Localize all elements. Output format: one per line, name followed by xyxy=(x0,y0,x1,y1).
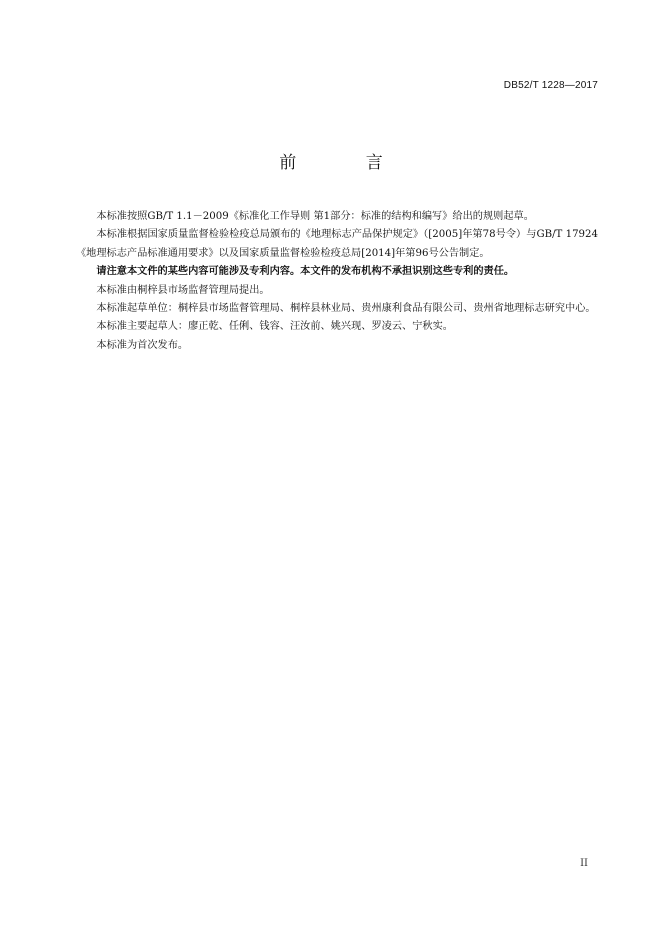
standard-code: DB52/T 1228—2017 xyxy=(503,80,598,91)
paragraph-drafting-units: 本标准起草单位：桐梓县市场监督管理局、桐梓县林业局、贵州康利食品有限公司、贵州省地理标志研究中心。 xyxy=(96,303,596,315)
foreword-body xyxy=(76,208,598,355)
page-number: II xyxy=(580,858,588,869)
paragraph-drafters: 本标准主要起草人：廖正乾、任俐、钱容、汪汝前、姚兴现、罗凌云、宁秋实。 xyxy=(96,321,453,333)
paragraph-proposer: 本标准由桐梓县市场监督管理局提出。 xyxy=(96,284,270,296)
paragraph-first-release: 本标准为首次发布。 xyxy=(96,339,189,351)
paragraph-patent-notice: 请注意本文件的某些内容可能涉及专利内容。本文件的发布机构不承担识别这些专利的责任。 xyxy=(96,266,515,278)
paragraph-basis: 本标准根据国家质量监督检验检疫总局颁布的《地理标志产品保护规定》（[2005]年第78号令）与GB/T 17924《地理标志产品标准通用要求》以及国家质量监督检验检疫总局[2014]年第96号公告制定。 xyxy=(76,229,598,259)
page-title: 前 言 xyxy=(279,153,415,173)
paragraph-drafting-rules: 本标准按照GB/T 1.1－2009《标准化工作导则 第1部分：标准的结构和编写》给出的规则起草。 xyxy=(96,211,534,222)
